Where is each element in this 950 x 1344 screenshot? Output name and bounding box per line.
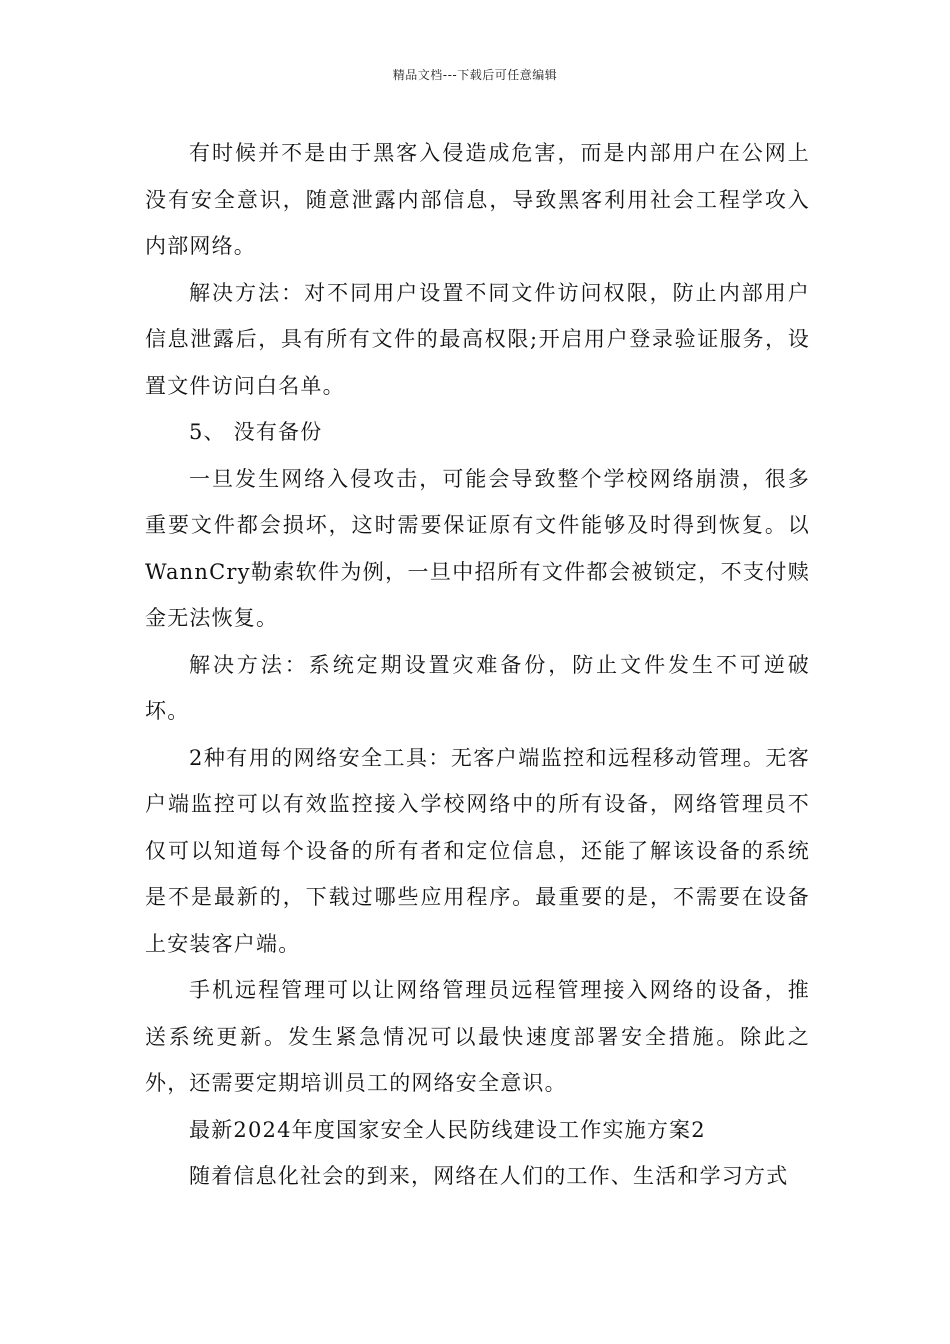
paragraph-solution-backup: 解决方法：系统定期设置灾难备份，防止文件发生不可逆破坏。: [145, 652, 810, 723]
paragraph-remote-management: 手机远程管理可以让网络管理员远程管理接入网络的设备，推送系统更新。发生紧急情况可以最快速度部署安全措施。除此之外，还需要定期培训员工的网络安全意识。: [145, 978, 810, 1095]
paragraph-plan-title: 最新2024年度国家安全人民防线建设工作实施方案2: [189, 1117, 706, 1142]
section-heading-no-backup: 5、 没有备份: [189, 420, 323, 444]
paragraph-internal-users-risk: 有时候并不是由于黑客入侵造成危害，而是内部用户在公网上没有安全意识，随意泄露内部信息，导致黑客利用社会工程学攻入内部网络。: [145, 141, 810, 258]
paragraph-solution-permissions: 解决方法：对不同用户设置不同文件访问权限，防止内部用户信息泄露后，具有所有文件的最高权限;开启用户登录验证服务，设置文件访问白名单。: [145, 280, 810, 398]
paragraph-backup-risk: 一旦发生网络入侵攻击，可能会导致整个学校网络崩溃，很多重要文件都会损坏，这时需要保证原有文件能够及时得到恢复。以WannCry勒索软件为例，一旦中招所有文件都会被锁定，不支付赎金无法恢复。: [145, 466, 810, 630]
page-header: 精品文档---下载后可任意编辑: [392, 68, 558, 82]
paragraph-security-tools: 2种有用的网络安全工具：无客户端监控和远程移动管理。无客户端监控可以有效监控接入学校网络中的所有设备，网络管理员不仅可以知道每个设备的所有者和定位信息，还能了解该设备的系统是不是最新的，下载过哪些应用程序。最重要的是，不需要在设备上安装客户端。: [145, 745, 810, 956]
document-body: [145, 130, 810, 1200]
paragraph-intro-information-society: 随着信息化社会的到来，网络在人们的工作、生活和学习方式: [189, 1164, 789, 1188]
